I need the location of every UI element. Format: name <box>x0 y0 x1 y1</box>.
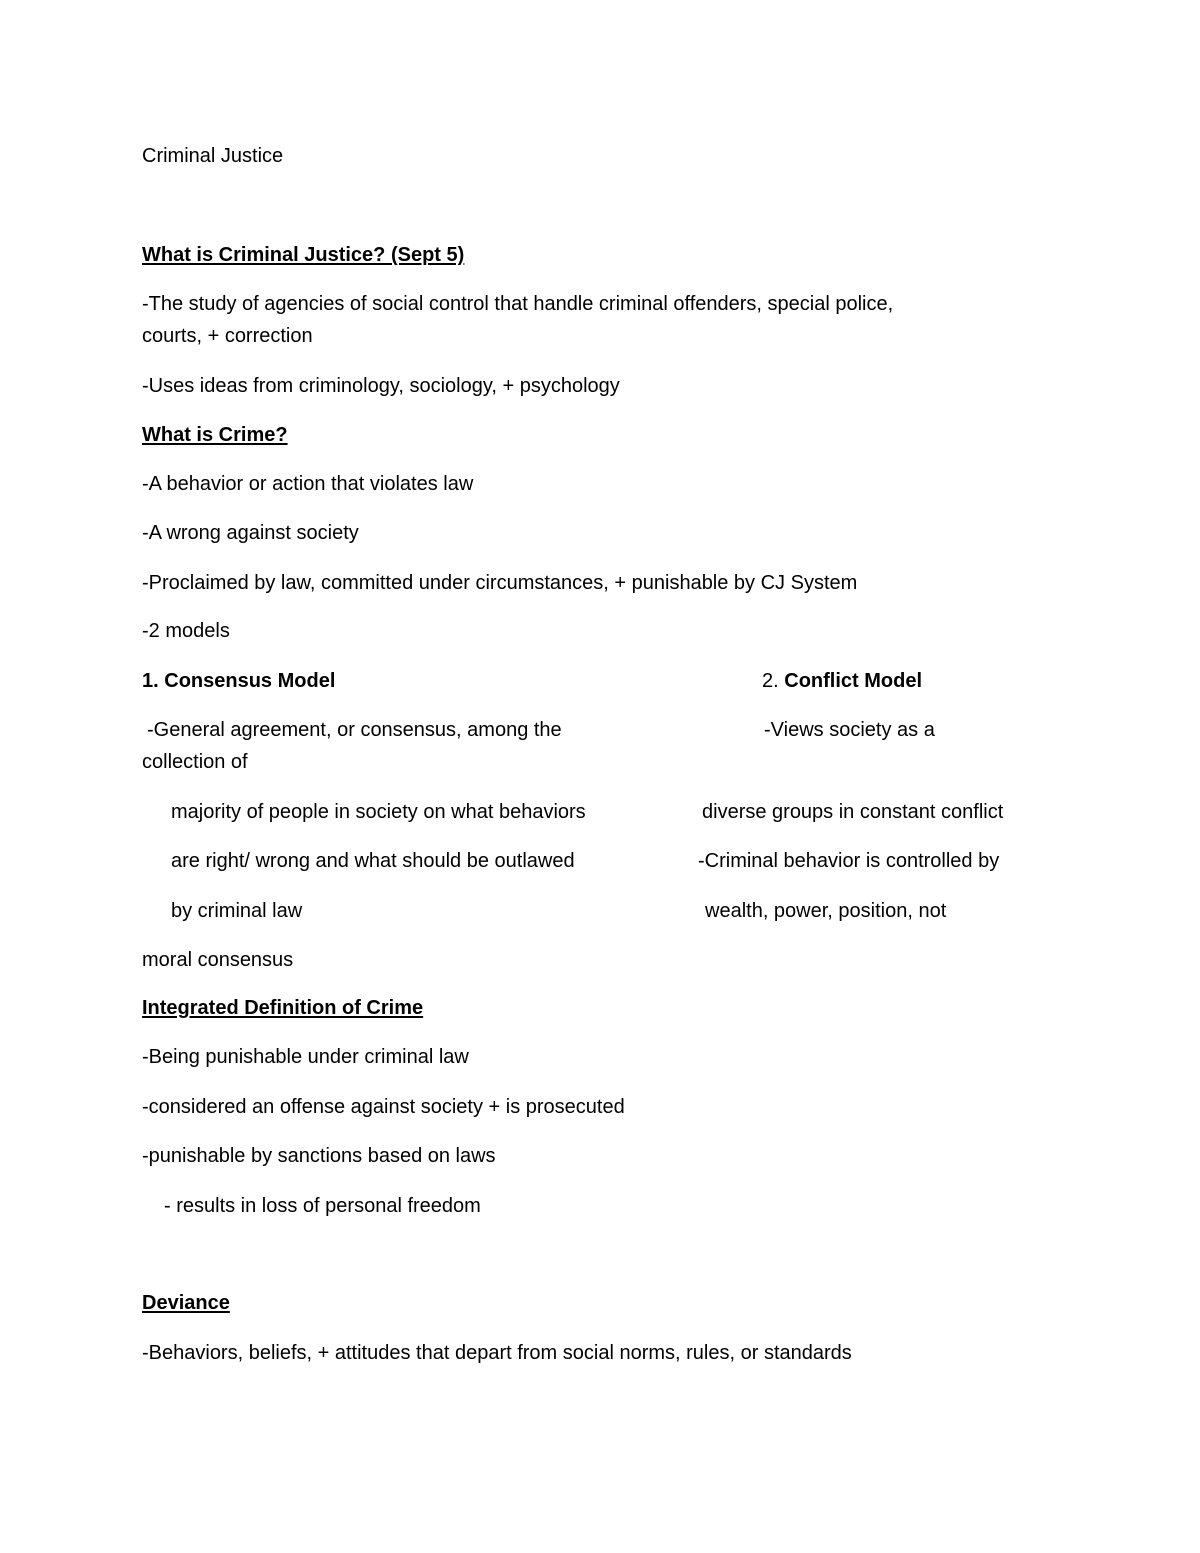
section-heading-integrated-definition: Integrated Definition of Crime <box>142 997 424 1019</box>
conflict-model-line: wealth, power, position, not <box>705 900 947 922</box>
consensus-model-heading <box>142 668 335 694</box>
consensus-model-line: -General agreement, or consensus, among the <box>147 719 562 741</box>
conflict-model-heading <box>762 668 922 694</box>
text-line: moral consensus <box>142 949 294 971</box>
text-line: -2 models <box>142 620 230 642</box>
text-line: -A wrong against society <box>142 522 359 544</box>
section-heading-criminal-justice: What is Criminal Justice? (Sept 5) <box>142 244 465 266</box>
consensus-model-name: Consensus Model <box>164 670 336 692</box>
text-line: -punishable by sanctions based on laws <box>142 1145 496 1167</box>
consensus-model-number: 1. <box>142 670 159 692</box>
text-line: courts, + correction <box>142 325 313 347</box>
consensus-model-line: are right/ wrong and what should be outlawed <box>171 850 575 872</box>
conflict-model-number: 2. <box>762 670 779 692</box>
conflict-model-line: -Views society as a <box>764 719 935 741</box>
conflict-model-name: Conflict Model <box>784 670 923 692</box>
text-line: -The study of agencies of social control that handle criminal offenders, special police, <box>142 293 894 315</box>
consensus-model-line: by criminal law <box>171 900 303 922</box>
text-line: -Behaviors, beliefs, + attitudes that depart from social norms, rules, or standards <box>142 1342 852 1364</box>
conflict-model-line: diverse groups in constant conflict <box>702 801 1004 823</box>
text-line: -A behavior or action that violates law <box>142 473 474 495</box>
text-line: -Uses ideas from criminology, sociology, + psychology <box>142 375 620 397</box>
conflict-model-line: -Criminal behavior is controlled by <box>698 850 1000 872</box>
section-heading-what-is-crime: What is Crime? <box>142 424 288 446</box>
document-title: Criminal Justice <box>142 145 284 167</box>
text-line: - results in loss of personal freedom <box>164 1195 481 1217</box>
text-line: -Being punishable under criminal law <box>142 1046 469 1068</box>
text-line: -Proclaimed by law, committed under circumstances, + punishable by CJ System <box>142 572 858 594</box>
consensus-model-line: majority of people in society on what behaviors <box>171 801 586 823</box>
text-line: -considered an offense against society + is prosecuted <box>142 1096 625 1118</box>
consensus-model-line: collection of <box>142 751 248 773</box>
section-heading-deviance: Deviance <box>142 1292 230 1314</box>
